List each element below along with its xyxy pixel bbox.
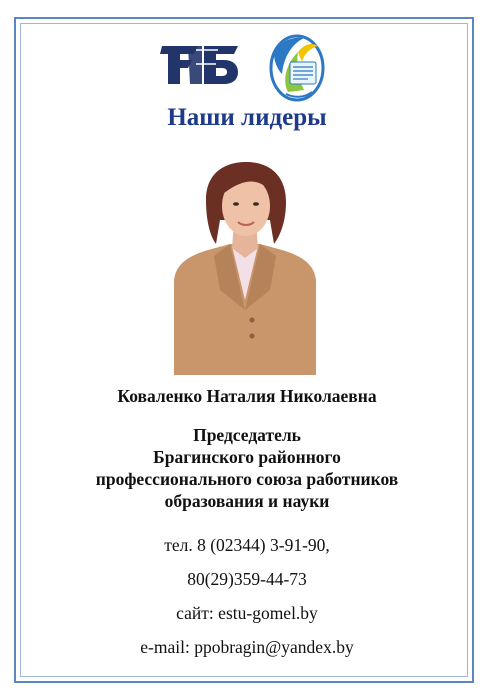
email-link[interactable]: e-mail: ppobragin@yandex.by: [140, 637, 354, 657]
position-line: профессионального союза работников: [95, 469, 399, 489]
website-link[interactable]: сайт: estu-gomel.by: [176, 603, 318, 623]
contacts-block: [0, 534, 494, 670]
logos-row: [0, 34, 494, 102]
position-line: образования и науки: [164, 491, 330, 511]
leader-name: Коваленко Наталия Николаевна: [117, 386, 377, 406]
phone-1: тел. 8 (02344) 3-91-90,: [164, 535, 330, 555]
fpb-logo-icon: [158, 40, 240, 90]
education-union-logo-icon: [268, 34, 326, 102]
position-line: Брагинского районного: [153, 447, 341, 467]
position-line: Председатель: [193, 425, 301, 445]
leader-position: [0, 424, 494, 512]
leader-portrait-icon: [170, 160, 320, 375]
page-title: Наши лидеры: [167, 104, 327, 131]
phone-2: 80(29)359-44-73: [187, 569, 307, 589]
